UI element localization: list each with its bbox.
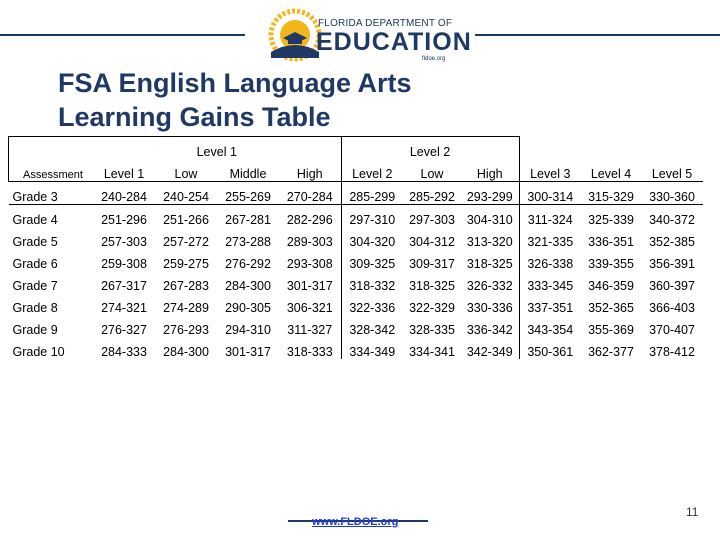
table-cell: 274-289 xyxy=(163,301,209,315)
logo-line2: EDUCATION xyxy=(316,28,472,56)
table-cell: 301-317 xyxy=(286,279,333,293)
table-body xyxy=(9,182,704,360)
row-label: Grade 7 xyxy=(12,279,58,293)
table-cell: 276-293 xyxy=(163,323,209,337)
table-cell: 240-284 xyxy=(93,182,155,205)
table-row xyxy=(9,337,704,359)
table-cell: 282-296 xyxy=(286,213,333,227)
table-cell: 352-365 xyxy=(588,301,634,315)
table-cell: 318-333 xyxy=(286,345,333,359)
table-cell: 284-300 xyxy=(163,345,209,359)
column-header: Low xyxy=(155,159,217,182)
table-cell: 289-303 xyxy=(286,235,333,249)
column-header: Level 4 xyxy=(581,159,641,182)
table-cell: 322-329 xyxy=(409,301,455,315)
table-cell: 362-377 xyxy=(588,345,634,359)
table-cell: 304-320 xyxy=(341,227,403,249)
row-label: Grade 6 xyxy=(12,257,58,271)
learning-gains-table xyxy=(8,136,703,359)
column-header-row xyxy=(9,159,704,182)
table-cell: 267-317 xyxy=(101,279,147,293)
table-cell: 356-391 xyxy=(649,257,695,271)
table-cell: 306-321 xyxy=(286,301,333,315)
table-cell: 251-296 xyxy=(101,213,147,227)
table-cell: 297-310 xyxy=(341,205,403,228)
row-label: Grade 5 xyxy=(12,235,58,249)
page-number: 11 xyxy=(686,505,699,519)
table-cell: 352-385 xyxy=(649,235,695,249)
table-cell: 318-325 xyxy=(466,257,513,271)
table-row xyxy=(9,182,704,205)
table-cell: 293-299 xyxy=(461,182,519,205)
table-cell: 255-269 xyxy=(217,182,279,205)
table-cell: 333-345 xyxy=(519,271,581,293)
table-cell: 326-338 xyxy=(519,249,581,271)
table-row xyxy=(9,227,704,249)
table-cell: 360-397 xyxy=(649,279,695,293)
group-cell-empty xyxy=(9,137,94,160)
table-cell: 378-412 xyxy=(649,345,695,359)
column-header: High xyxy=(279,159,341,182)
table-cell: 313-320 xyxy=(466,235,513,249)
table-cell: 259-275 xyxy=(163,257,209,271)
header-rule-left xyxy=(0,34,245,36)
header-rule-right xyxy=(475,34,720,36)
table-cell: 257-303 xyxy=(101,235,147,249)
table-cell: 355-369 xyxy=(588,323,634,337)
table-cell: 318-332 xyxy=(341,271,403,293)
row-label: Grade 4 xyxy=(12,213,58,227)
table-cell: 304-312 xyxy=(409,235,455,249)
table-row xyxy=(9,271,704,293)
table-cell: 290-305 xyxy=(225,301,271,315)
table-cell: 340-372 xyxy=(649,213,695,227)
table-cell: 343-354 xyxy=(519,315,581,337)
group-cell-empty xyxy=(519,137,703,160)
table-row xyxy=(9,205,704,228)
group-header-row xyxy=(9,137,704,160)
table-cell: 273-288 xyxy=(225,235,271,249)
table-cell: 325-339 xyxy=(588,213,634,227)
table-cell: 318-325 xyxy=(409,279,455,293)
table-cell: 297-303 xyxy=(409,213,455,227)
table-cell: 240-254 xyxy=(155,182,217,205)
table-cell: 350-361 xyxy=(519,337,581,359)
title-line2: Learning Gains Table xyxy=(58,102,331,132)
table-cell: 301-317 xyxy=(225,345,271,359)
table-cell: 267-281 xyxy=(225,213,271,227)
table-cell: 293-308 xyxy=(286,257,333,271)
table-cell: 259-308 xyxy=(101,257,147,271)
table-cell: 274-321 xyxy=(101,301,147,315)
table-row xyxy=(9,293,704,315)
table-cell: 336-342 xyxy=(466,323,513,337)
table-cell: 328-335 xyxy=(409,323,455,337)
table-cell: 251-266 xyxy=(163,213,209,227)
table-cell: 257-272 xyxy=(163,235,209,249)
table-cell: 309-325 xyxy=(341,249,403,271)
column-header: Level 3 xyxy=(519,159,581,182)
table-cell: 366-403 xyxy=(649,301,695,315)
column-header: Level 2 xyxy=(341,159,403,182)
table-cell: 322-336 xyxy=(341,293,403,315)
table-cell: 370-407 xyxy=(649,323,695,337)
table-cell: 311-324 xyxy=(519,205,581,228)
logo-line1: FLORIDA DEPARTMENT OF xyxy=(318,18,453,29)
table-cell: 270-284 xyxy=(279,182,341,205)
row-label: Grade 3 xyxy=(9,182,94,205)
table-cell: 276-292 xyxy=(225,257,271,271)
column-header: Level 5 xyxy=(641,159,703,182)
table-cell: 267-283 xyxy=(163,279,209,293)
table-cell: 328-342 xyxy=(341,315,403,337)
table-cell: 346-359 xyxy=(588,279,634,293)
table-cell: 294-310 xyxy=(225,323,271,337)
title-line1: FSA English Language Arts xyxy=(58,68,412,98)
table-cell: 304-310 xyxy=(466,213,513,227)
table-cell: 339-355 xyxy=(588,257,634,271)
table-cell: 284-300 xyxy=(225,279,271,293)
group-header-level2: Level 2 xyxy=(341,137,519,160)
table-cell: 326-332 xyxy=(466,279,513,293)
table-cell: 311-327 xyxy=(287,323,333,337)
fldoe-logo xyxy=(266,6,472,68)
table-cell: 342-349 xyxy=(466,345,513,359)
table-cell: 300-314 xyxy=(519,182,581,205)
table-row xyxy=(9,249,704,271)
table-cell: 336-351 xyxy=(588,235,634,249)
row-label: Grade 9 xyxy=(12,323,58,337)
table-row xyxy=(9,315,704,337)
table-cell: 321-335 xyxy=(519,227,581,249)
logo-line3: fldoe.org xyxy=(422,56,446,62)
column-header: High xyxy=(461,159,519,182)
table-cell: 285-299 xyxy=(341,182,403,205)
table-cell: 334-349 xyxy=(341,337,403,359)
page-title xyxy=(58,66,412,134)
table-cell: 334-341 xyxy=(409,345,455,359)
table-cell: 330-336 xyxy=(466,301,513,315)
column-header: Level 1 xyxy=(93,159,155,182)
row-label: Grade 10 xyxy=(12,345,65,359)
table-cell: 330-360 xyxy=(641,182,703,205)
column-header: Low xyxy=(403,159,461,182)
table-cell: 285-292 xyxy=(403,182,461,205)
sun-emblem-icon xyxy=(268,8,322,62)
table-cell: 276-327 xyxy=(101,323,147,337)
table-cell: 315-329 xyxy=(581,182,641,205)
group-header-level1: Level 1 xyxy=(93,137,341,160)
table-cell: 309-317 xyxy=(409,257,455,271)
table-cell: 284-333 xyxy=(101,345,147,359)
column-header: Middle xyxy=(217,159,279,182)
column-header: Assessment xyxy=(9,159,94,182)
row-label: Grade 8 xyxy=(12,301,58,315)
table-cell: 337-351 xyxy=(519,293,581,315)
footer-link[interactable]: www.FLDOE.org xyxy=(312,516,399,528)
